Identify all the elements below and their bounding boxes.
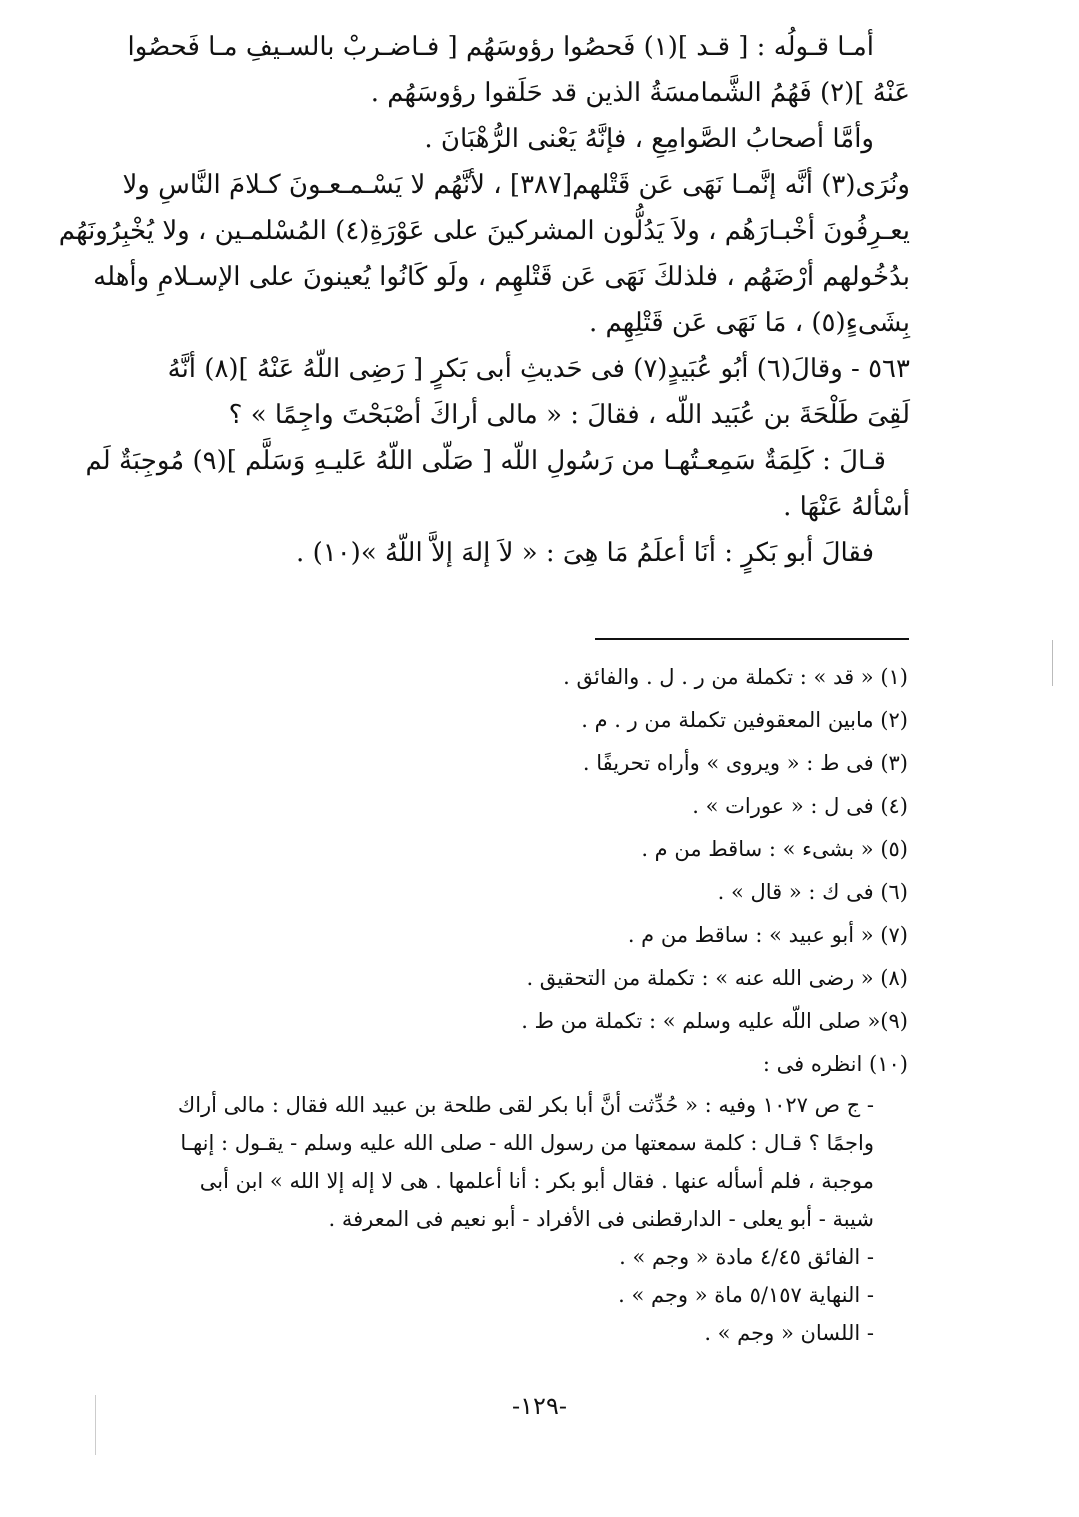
page-number: -١٢٩-	[512, 1392, 567, 1420]
footnote: (٤) فى ل : « عورات » .	[692, 794, 908, 818]
main-text-block	[58, 24, 910, 576]
main-text-line: وأمَّا أصحابُ الصَّوامِعِ ، فإنَّهُ يَعْنى الرُّهْبَانَ .	[424, 124, 874, 154]
reference-line: شيبة - أبو يعلى - الدارقطنى فى الأفراد - أبو نعيم فى المعرفة .	[328, 1207, 874, 1231]
reference-line: واجمًا ؟ قـال : كلمة سمعتها من رسول الله - صلى الله عليه وسلم - يقـول : إنهـا	[180, 1131, 874, 1155]
footnote: (٢) مابين المعقوفين تكملة من ر . م .	[581, 708, 908, 732]
footnote: (٥) « بشىء » : ساقط من م .	[641, 837, 908, 861]
footnote: (٧) « أبو عبيد » : ساقط من م .	[627, 923, 908, 947]
main-text-line: فقالَ أبو بَكرٍ : أنَا أعلَمُ مَا هِىَ : « لاَ إلهَ إلاَّ اللّهُ »(١٠) .	[296, 538, 874, 568]
footnote: (٦) فى ك : « قال » .	[717, 880, 908, 904]
references-block	[130, 1086, 874, 1352]
footnote-separator	[595, 638, 909, 640]
main-text-line: ٥٦٣ - وقالَ(٦) أبُو عُبَيدٍ(٧) فى حَديثِ أبى بَكرٍ [ رَضِى اللّهُ عَنْهُ ](٨) أنَّهُ	[167, 354, 910, 384]
main-text-line: أمـا قـولُه : [ قـد ](١) فَحصُوا رؤوسَهُم [ فـاضـربْ بالسـيفِ مـا فَحصُوا	[127, 32, 874, 62]
main-text-line: بِشَىءٍ(٥) ، مَا نَهَى عَن قَتْلِهِم .	[588, 308, 910, 338]
main-text-line: ونُرَى(٣) أنَّه إنَّمـا نَهَى عَن قَتْلهم[٣٨٧] ، لأنَّهُم لا يَسْـمـعـونَ كـلامَ النَّاسِ ولا	[122, 170, 910, 200]
main-text-line: قـالَ : كَلِمَةٌ سَمِعـتُهـا من رَسُولِ اللّه [ صَلّى اللّهُ عَليـهِ وَسَلَّم ](٩) مُوجِبَةٌ لَم	[85, 446, 886, 476]
reference-line: - اللسان « وجم » .	[704, 1321, 874, 1345]
footnotes-block	[130, 656, 908, 1086]
reference-line: موجبة ، فلم أسأله عنها . فقال أبو بكر : أنا أعلمها . هى لا إله إلا الله » ابن أبى	[199, 1169, 874, 1193]
main-text-line: أسْألهُ عَنْهَا .	[783, 492, 910, 522]
margin-mark	[1052, 640, 1053, 686]
footnote: (٨) « رضى الله عنه » : تكملة من التحقيق .	[526, 966, 908, 990]
footnote: (١) « قد » : تكملة من ر . ل . والفائق .	[563, 665, 908, 689]
reference-line: - ج ص ١٠٢٧ وفيه : « حُدِّثت أنَّ أبا بكر لقى طلحة بن عبيد الله فقال : مالى أراك	[177, 1093, 874, 1117]
margin-mark	[95, 1395, 96, 1455]
reference-line: - النهاية ٥/١٥٧ ماة « وجم » .	[618, 1283, 874, 1307]
footnote: (٣) فى ط : « ويروى » وأراه تحريفًا .	[582, 751, 908, 775]
main-text-line: عَنْهُ ](٢) فَهُمُ الشَّمامسَةُ الذين قد حَلَقوا رؤوسَهُم .	[370, 78, 910, 108]
footnote: (١٠) انظره فى :	[762, 1052, 908, 1076]
main-text-line: لَقِىَ طَلْحَةَ بن عُبَيد اللّه ، فقالَ : « مالى أراكَ أصْبَحْتَ واجِمًا » ؟	[228, 400, 910, 430]
main-text-line: بدُخُولهم أرْضَهُم ، فلذلكَ نَهَى عَن قَتْلهِم ، ولَو كَانُوا يُعينونَ على الإسـلامِ وأهله	[93, 262, 910, 292]
footnote: (٩)« صلى اللّه عليه وسلم » : تكملة من ط .	[521, 1009, 908, 1033]
main-text-line: يعـرِفُونَ أخْبـارَهُم ، ولاَ يَدُلُّون المشركينَ على عَوْرَةِ(٤) المُسْلمـين ، ولا يُخْبِرُونَهُم	[58, 216, 910, 246]
reference-line: - الفائق ٤/٤٥ مادة « وجم » .	[619, 1245, 874, 1269]
